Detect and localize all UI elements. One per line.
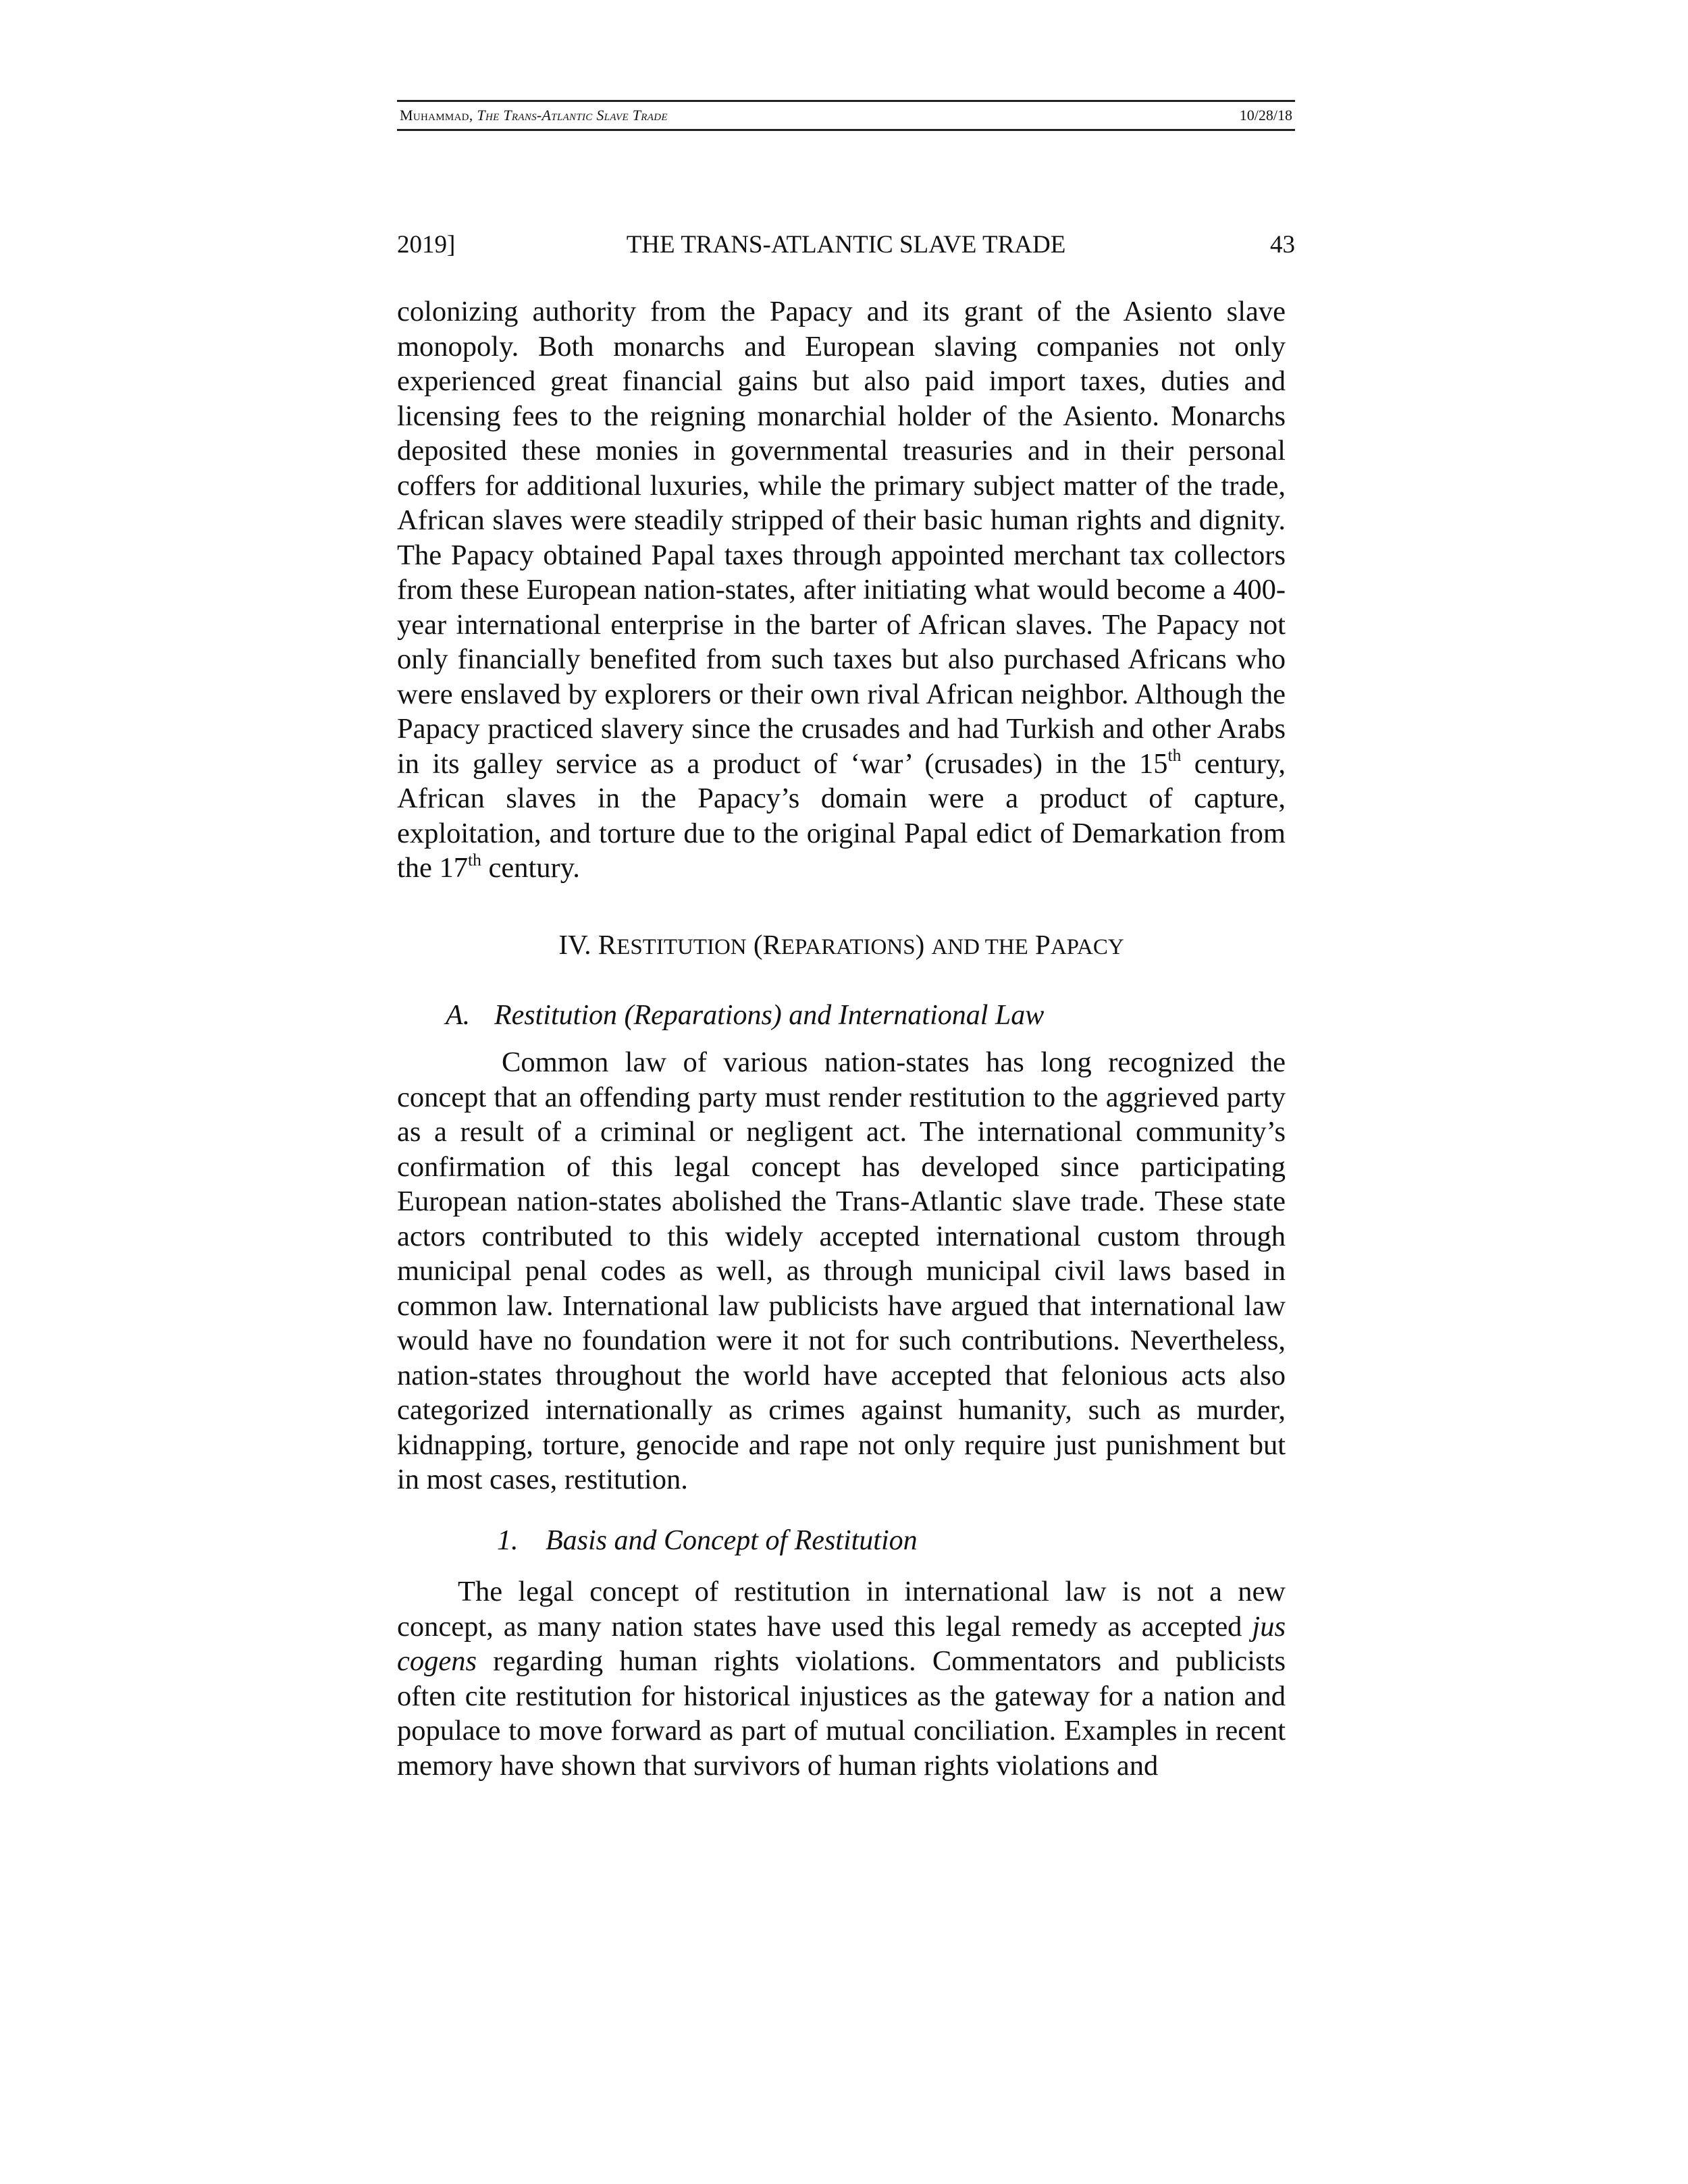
paragraph-restitution-concept xyxy=(397,1574,1286,1783)
paragraph-common-law xyxy=(397,1045,1286,1497)
subheading-1 xyxy=(497,1523,918,1558)
running-head-article-title: The Trans-Atlantic Slave Trade xyxy=(477,107,668,124)
paragraph-3-part-a: The legal concept of restitution in international law is not a new concept, as many nation states have used this legal remedy as accepted xyxy=(397,1576,1286,1643)
paragraph-1-part-a: colonizing authority from the Papacy and its grant of the Asiento slave monopoly. Both monarchs and European slaving companies not only experienced great financial gains but also paid import taxes, duties and licensing fees to the reigning monarchial holder of the Asiento. Monarchs deposited these monies in governmental treasuries and in their personal coffers for additional luxuries, while the primary subject matter of the trade, African slaves were steadily stripped of their basic human rights and dignity. The Papacy obtained Papal taxes through appointed merchant tax collectors from these European nation-states, after initiating what would become a 400-year international enterprise in the barter of African slaves. The Papacy not only financially benefited from such taxes but also purchased Africans who were enslaved by explorers or their own rival African neighbor. Although the Papacy practiced slavery since the crusades and had Turkish and other Arabs in its galley service as a product of ‘war’ (crusades) in the 15 xyxy=(397,296,1286,780)
subheading-1-marker: 1. xyxy=(497,1525,519,1556)
paragraph-1-part-c: century. xyxy=(481,852,580,884)
subheading-a-marker: A. xyxy=(446,1000,471,1031)
jus-cogens-term: jus cogens xyxy=(397,1610,1286,1677)
running-head xyxy=(397,100,1295,131)
page-header xyxy=(397,228,1295,262)
superscript-th: th xyxy=(468,849,481,870)
section-heading: IV. RESTITUTION (REPARATIONS) AND THE PAPACY xyxy=(558,929,1124,960)
page-number: 43 xyxy=(1270,231,1295,259)
paragraph-3-part-b: regarding human rights violations. Commentators and publicists often cite restitution for historical injustices as the gateway for a nation and populace to move forward as part of mutual conciliation. Examples in recent memory have shown that survivors of human rights violations and xyxy=(397,1645,1286,1782)
paragraph-1 xyxy=(397,294,1286,886)
paragraph-1-part-b: century, African slaves in the Papacy’s domain were a product of capture, exploitation, and torture due to the original Papal edict of Demarkation from the 17 xyxy=(397,747,1286,884)
subheading-a xyxy=(446,998,1044,1033)
running-head-date: 10/28/18 xyxy=(1239,107,1292,124)
paragraph-2: Common law of various nation-states has long recognized the concept that an offending party must render restitution to the aggrieved party as a result of a criminal or negligent act. The international community’s confirmation of this legal concept has developed since participating European nation-states abolished the Trans-Atlantic slave trade. These state actors contributed to this widely accepted international custom through municipal penal codes as well, as through municipal civil laws based in common law. International law publicists have argued that international law would have no foundation were it not for such contributions. Nevertheless, nation-states throughout the world have accepted that felonious acts also categorized internationally as crimes against humanity, such as murder, kidnapping, torture, genocide and rape not only require just punishment but in most cases, restitution. xyxy=(397,1046,1286,1495)
journal-running-title: THE TRANS-ATLANTIC SLAVE TRADE xyxy=(626,231,1066,259)
volume-year: 2019] xyxy=(397,231,456,259)
running-head-author: Muhammad, xyxy=(400,107,473,124)
paragraph-3 xyxy=(397,1574,1286,1783)
subheading-1-title: Basis and Concept of Restitution xyxy=(546,1525,918,1556)
paragraph-continuation xyxy=(397,294,1286,886)
subheading-a-title: Restitution (Reparations) and International Law xyxy=(494,1000,1045,1031)
superscript-th: th xyxy=(1167,745,1182,766)
running-head-title xyxy=(400,102,668,129)
